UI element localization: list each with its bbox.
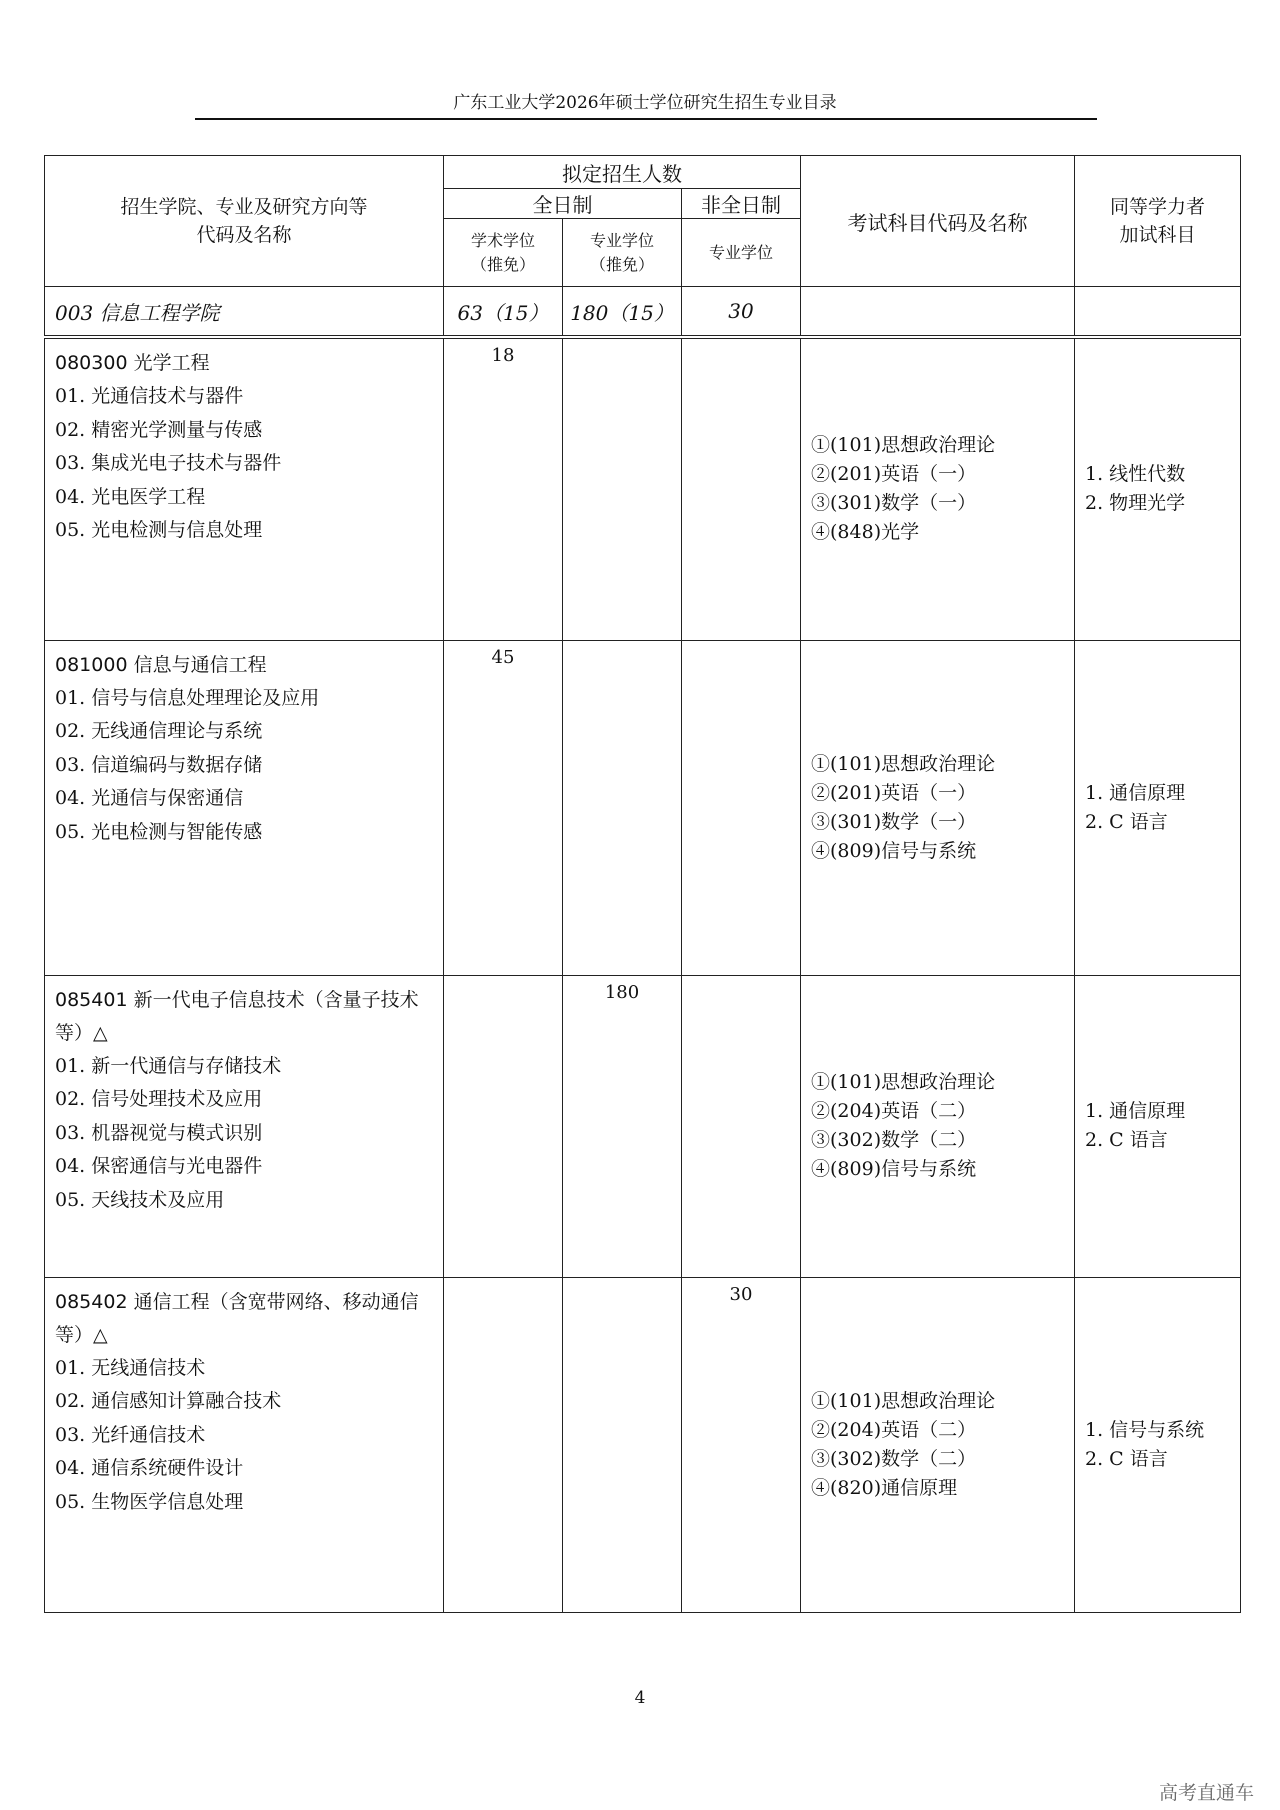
extra-subject: 2. C 语言	[1085, 1129, 1168, 1151]
exam-subject: ④(848)光学	[811, 521, 920, 544]
professional-ft-count	[563, 1277, 682, 1612]
program-cell	[45, 1277, 444, 1612]
exam-subjects	[801, 337, 1075, 640]
col-header-academic-line2: （推免）	[470, 254, 535, 274]
extra-subjects	[1075, 640, 1241, 975]
exam-subject: ①(101)思想政治理论	[811, 434, 996, 457]
academic-count: 45	[444, 640, 563, 975]
school-professional-pt-quota: 30	[682, 287, 801, 338]
col-header-equivalent-line1: 同等学力者	[1110, 196, 1206, 218]
research-direction: 04. 光电医学工程	[55, 485, 206, 508]
school-professional-ft-quota: 180（15）	[563, 287, 682, 338]
exam-subject: ②(204)英语（二）	[811, 1100, 977, 1122]
program-cell	[45, 337, 444, 640]
watermark-text: 高考直通车	[1158, 1782, 1254, 1804]
professional-pt-count	[682, 337, 801, 640]
exam-subjects	[801, 640, 1075, 975]
exam-subject: ①(101)思想政治理论	[811, 752, 996, 775]
exam-subject: ③(302)数学（二）	[811, 1447, 977, 1470]
header-rule	[195, 118, 1097, 120]
program-row	[45, 975, 1241, 1277]
professional-pt-count	[682, 640, 801, 975]
research-direction: 01. 信号与信息处理理论及应用	[55, 686, 320, 709]
research-direction: 02. 通信感知计算融合技术	[55, 1390, 282, 1412]
exam-subject: ③(301)数学（一）	[811, 492, 977, 515]
research-direction: 05. 天线技术及应用	[55, 1188, 225, 1211]
research-direction: 03. 机器视觉与模式识别	[55, 1121, 263, 1144]
page-number: 4	[634, 1688, 646, 1708]
extra-subject: 1. 通信原理	[1085, 781, 1186, 804]
program-row	[45, 1277, 1241, 1612]
extra-subject: 2. C 语言	[1085, 1447, 1168, 1470]
col-header-professional-ft-line2: （推免）	[589, 254, 654, 274]
col-header-program	[45, 156, 444, 287]
professional-ft-count	[563, 640, 682, 975]
exam-subject: ④(820)通信原理	[811, 1476, 958, 1499]
col-header-part-time: 非全日制	[682, 189, 801, 219]
col-header-professional-ft	[563, 219, 682, 287]
extra-subjects	[1075, 975, 1241, 1277]
school-exam-cell	[801, 287, 1075, 338]
research-direction: 03. 信道编码与数据存储	[55, 753, 263, 776]
program-cell	[45, 640, 444, 975]
col-header-exam: 考试科目代码及名称	[801, 156, 1075, 287]
program-catalog-table	[44, 155, 1241, 1613]
exam-subject: ①(101)思想政治理论	[811, 1389, 996, 1412]
research-direction: 04. 光通信与保密通信	[55, 787, 244, 809]
research-direction: 05. 生物医学信息处理	[55, 1490, 244, 1513]
program-title: 080300 光学工程	[55, 352, 210, 374]
col-header-academic-line1: 学术学位	[470, 230, 535, 250]
research-direction: 02. 精密光学测量与传感	[55, 418, 263, 441]
research-direction: 01. 无线通信技术	[55, 1356, 206, 1379]
col-header-program-line2: 代码及名称	[196, 224, 292, 246]
professional-pt-count	[682, 975, 801, 1277]
col-header-professional-ft-line1: 专业学位	[589, 230, 654, 250]
school-name: 003 信息工程学院	[45, 287, 444, 338]
extra-subject: 1. 通信原理	[1085, 1100, 1186, 1122]
exam-subject: ①(101)思想政治理论	[811, 1071, 996, 1093]
col-header-academic	[444, 219, 563, 287]
research-direction: 05. 光电检测与智能传感	[55, 820, 263, 843]
professional-pt-count: 30	[682, 1277, 801, 1612]
col-header-equivalent-line2: 加试科目	[1119, 224, 1196, 246]
running-header: 广东工业大学2026年硕士学位研究生招生专业目录	[453, 93, 837, 113]
col-header-equivalent	[1075, 156, 1241, 287]
col-header-full-time: 全日制	[444, 189, 682, 219]
exam-subject: ③(301)数学（一）	[811, 810, 977, 833]
extra-subjects	[1075, 1277, 1241, 1612]
extra-subjects	[1075, 337, 1241, 640]
exam-subject: ②(201)英语（一）	[811, 463, 977, 486]
research-direction: 03. 光纤通信技术	[55, 1423, 206, 1446]
extra-subject: 2. C 语言	[1085, 810, 1168, 833]
exam-subject: ④(809)信号与系统	[811, 839, 977, 862]
school-academic-quota: 63（15）	[444, 287, 563, 338]
program-title: 081000 信息与通信工程	[55, 653, 267, 676]
col-header-quota: 拟定招生人数	[444, 156, 801, 189]
exam-subject: ②(201)英语（一）	[811, 781, 977, 804]
program-row	[45, 337, 1241, 640]
research-direction: 05. 光电检测与信息处理	[55, 519, 263, 541]
extra-subject: 1. 信号与系统	[1085, 1418, 1205, 1441]
col-header-professional-pt: 专业学位	[682, 219, 801, 287]
professional-ft-count	[563, 337, 682, 640]
research-direction: 04. 通信系统硬件设计	[55, 1457, 244, 1479]
extra-subject: 2. 物理光学	[1085, 492, 1186, 515]
exam-subject: ③(302)数学（二）	[811, 1129, 977, 1151]
exam-subjects	[801, 975, 1075, 1277]
school-extra-cell	[1075, 287, 1241, 338]
professional-ft-count: 180	[563, 975, 682, 1277]
research-direction: 02. 信号处理技术及应用	[55, 1088, 263, 1110]
academic-count	[444, 1277, 563, 1612]
extra-subject: 1. 线性代数	[1085, 463, 1186, 486]
research-direction: 04. 保密通信与光电器件	[55, 1155, 263, 1177]
exam-subject: ②(204)英语（二）	[811, 1418, 977, 1441]
research-direction: 03. 集成光电子技术与器件	[55, 452, 282, 474]
col-header-program-line1: 招生学院、专业及研究方向等	[120, 196, 368, 218]
program-title: 085402 通信工程（含宽带网络、移动通信等）△	[55, 1290, 419, 1346]
academic-count: 18	[444, 337, 563, 640]
research-direction: 01. 新一代通信与存储技术	[55, 1054, 282, 1077]
program-title: 085401 新一代电子信息技术（含量子技术等）△	[55, 988, 419, 1044]
exam-subject: ④(809)信号与系统	[811, 1158, 977, 1180]
program-row	[45, 640, 1241, 975]
research-direction: 02. 无线通信理论与系统	[55, 720, 263, 742]
academic-count	[444, 975, 563, 1277]
exam-subjects	[801, 1277, 1075, 1612]
program-cell	[45, 975, 444, 1277]
research-direction: 01. 光通信技术与器件	[55, 385, 244, 407]
school-row	[45, 287, 1241, 338]
